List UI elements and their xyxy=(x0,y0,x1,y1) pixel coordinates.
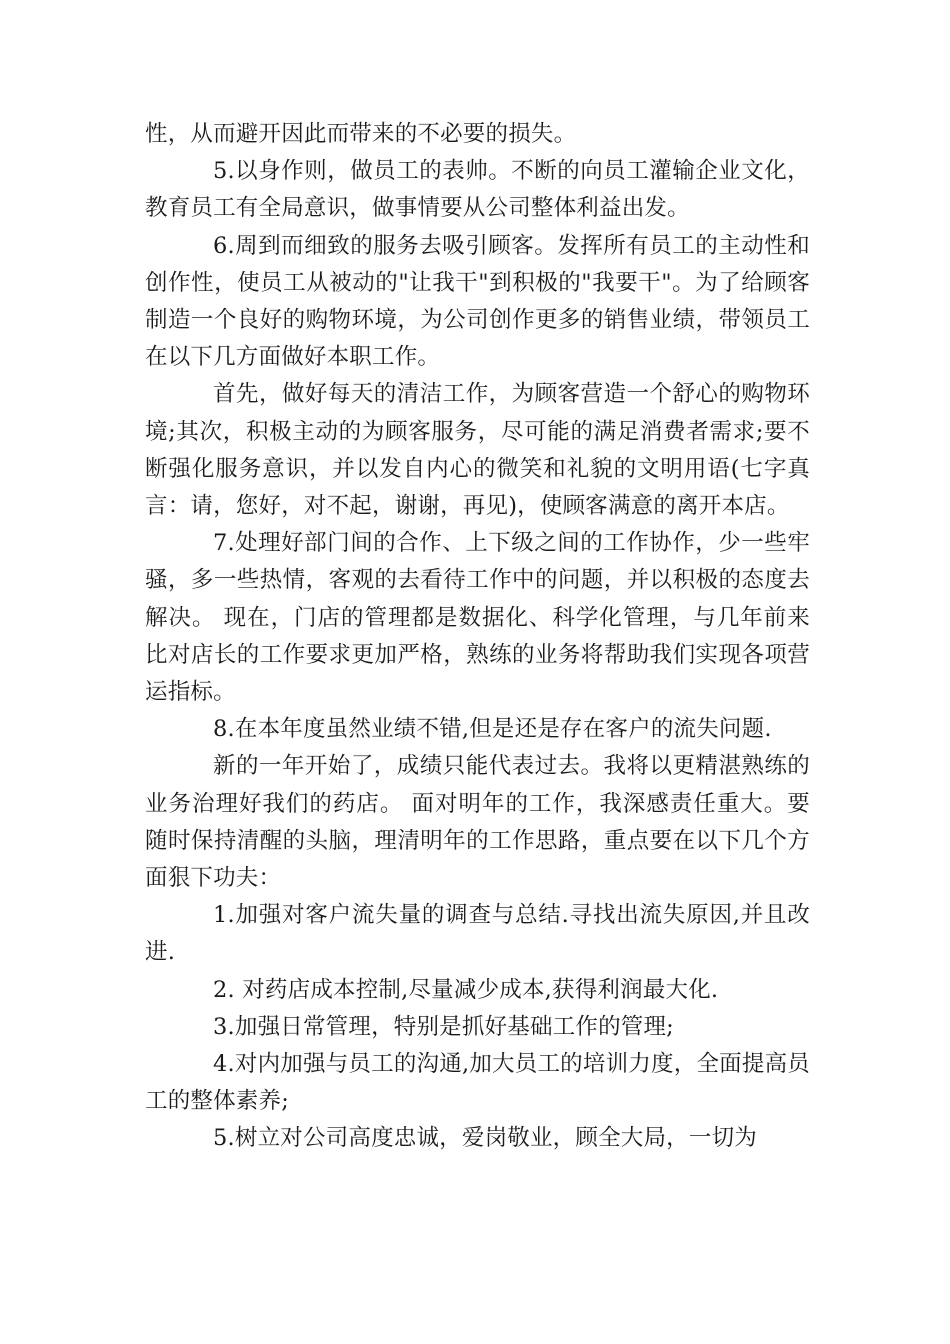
document-body xyxy=(145,116,810,1158)
paragraph-plan-2: 2. 对药店成本控制,尽量减少成本,获得利润最大化. xyxy=(213,976,719,1003)
paragraph-item-8-customer-loss: 8.在本年度虽然业绩不错,但是还是存在客户的流失问题. xyxy=(213,716,772,743)
paragraph-plan-1: 1.加强对客户流失量的调查与总结.寻找出流失原因,并且改进. xyxy=(145,902,810,966)
paragraph-item-5-lead-by-example: 5.以身作则，做员工的表帅。不断的向员工灌输企业文化，教育员工有全局意识，做事情要从公司整体利益出发。 xyxy=(145,158,810,222)
paragraph-item-6-service: 6.周到而细致的服务去吸引顾客。发挥所有员工的主动性和创作性，使员工从被动的"让我干"到积极的"我要干"。为了给顾客制造一个良好的购物环境，为公司创作更多的销售业绩，带领员工在以下几方面做好本职工作。 xyxy=(145,232,810,371)
paragraph-new-year: 新的一年开始了，成绩只能代表过去。我将以更精湛熟练的业务治理好我们的药店。 面对明年的工作，我深感责任重大。要随时保持清醒的头脑，理清明年的工作思路，重点要在以下几个方面狠下功夫： xyxy=(145,753,810,892)
paragraph-first-cleaning: 首先，做好每天的清洁工作，为顾客营造一个舒心的购物环境;其次，积极主动的为顾客服务，尽可能的满足消费者需求;要不断强化服务意识，并以发自内心的微笑和礼貌的文明用语(七字真言：请，您好，对不起，谢谢，再见)，使顾客满意的离开本店。 xyxy=(145,381,810,520)
paragraph-continuation: 性，从而避开因此而带来的不必要的损失。 xyxy=(145,121,577,147)
paragraph-plan-5: 5.树立对公司高度忠诚，爱岗敬业，顾全大局，一切为 xyxy=(213,1125,757,1152)
paragraph-item-7-cooperation: 7.处理好部门间的合作、上下级之间的工作协作，少一些牢骚，多一些热情，客观的去看待工作中的问题，并以积极的态度去解决。 现在，门店的管理都是数据化、科学化管理，与几年前来比对店长的工作要求更加严格，熟练的业务将帮助我们实现各项营运指标。 xyxy=(145,530,810,706)
paragraph-plan-3: 3.加强日常管理，特别是抓好基础工作的管理; xyxy=(213,1013,674,1040)
paragraph-plan-4: 4.对内加强与员工的沟通,加大员工的培训力度，全面提高员工的整体素养; xyxy=(145,1051,810,1115)
